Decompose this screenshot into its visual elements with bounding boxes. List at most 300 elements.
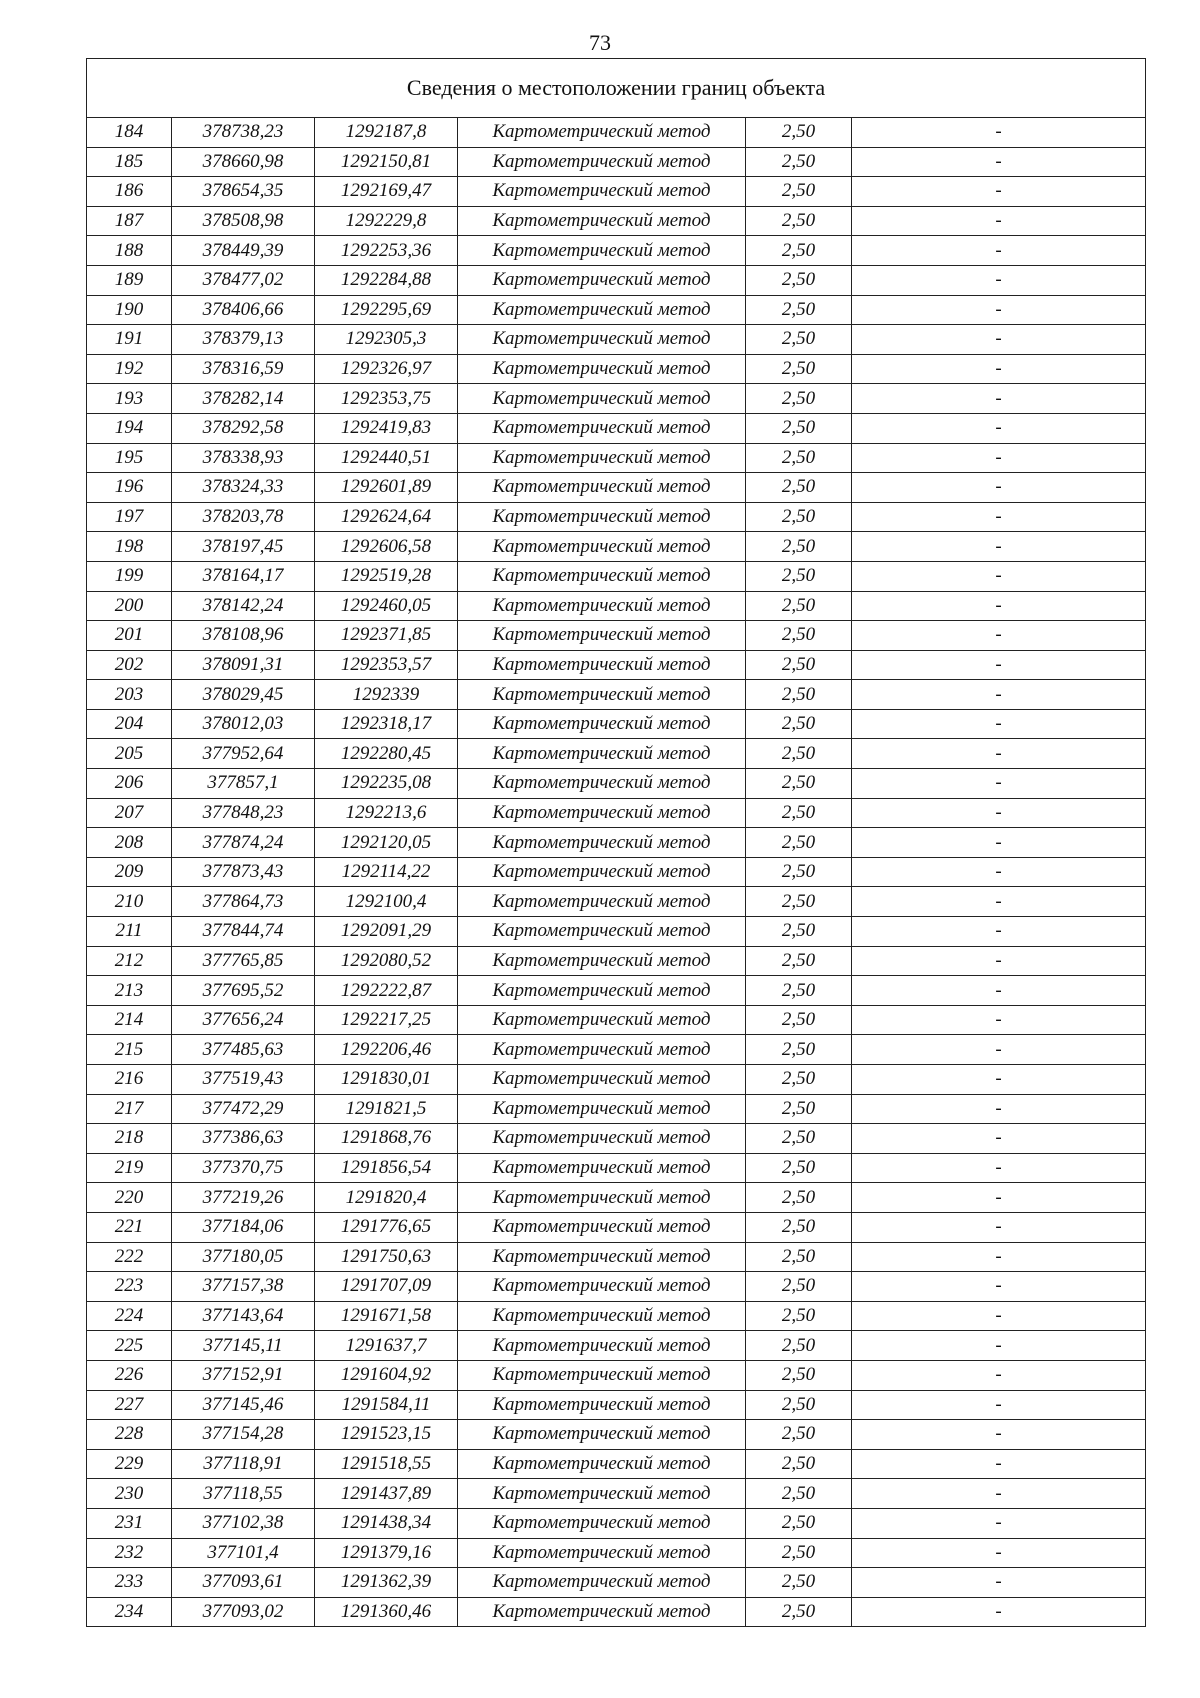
point-number-cell: 230 xyxy=(87,1479,172,1509)
y-coordinate-cell: 1291523,15 xyxy=(315,1420,458,1450)
x-coordinate-cell: 377472,29 xyxy=(172,1094,315,1124)
table-row xyxy=(87,532,1146,562)
method-cell: Картометрический метод xyxy=(458,295,746,325)
point-number-cell: 227 xyxy=(87,1390,172,1420)
method-cell: Картометрический метод xyxy=(458,561,746,591)
table-row xyxy=(87,1183,1146,1213)
y-coordinate-cell: 1291821,5 xyxy=(315,1094,458,1124)
x-coordinate-cell: 377873,43 xyxy=(172,857,315,887)
x-coordinate-cell: 378379,13 xyxy=(172,325,315,355)
method-cell: Картометрический метод xyxy=(458,1420,746,1450)
description-cell: - xyxy=(852,413,1146,443)
point-number-cell: 201 xyxy=(87,621,172,651)
point-number-cell: 203 xyxy=(87,680,172,710)
point-number-cell: 202 xyxy=(87,650,172,680)
y-coordinate-cell: 1292217,25 xyxy=(315,1005,458,1035)
accuracy-cell: 2,50 xyxy=(746,680,852,710)
method-cell: Картометрический метод xyxy=(458,325,746,355)
description-cell: - xyxy=(852,946,1146,976)
x-coordinate-cell: 377184,06 xyxy=(172,1212,315,1242)
y-coordinate-cell: 1292440,51 xyxy=(315,443,458,473)
y-coordinate-cell: 1291438,34 xyxy=(315,1508,458,1538)
accuracy-cell: 2,50 xyxy=(746,354,852,384)
method-cell: Картометрический метод xyxy=(458,1538,746,1568)
x-coordinate-cell: 377519,43 xyxy=(172,1065,315,1095)
method-cell: Картометрический метод xyxy=(458,739,746,769)
method-cell: Картометрический метод xyxy=(458,354,746,384)
y-coordinate-cell: 1292213,6 xyxy=(315,798,458,828)
method-cell: Картометрический метод xyxy=(458,1005,746,1035)
point-number-cell: 211 xyxy=(87,917,172,947)
method-cell: Картометрический метод xyxy=(458,917,746,947)
description-cell: - xyxy=(852,591,1146,621)
accuracy-cell: 2,50 xyxy=(746,1331,852,1361)
accuracy-cell: 2,50 xyxy=(746,1538,852,1568)
point-number-cell: 208 xyxy=(87,828,172,858)
method-cell: Картометрический метод xyxy=(458,946,746,976)
y-coordinate-cell: 1291856,54 xyxy=(315,1153,458,1183)
table-row xyxy=(87,1479,1146,1509)
y-coordinate-cell: 1292624,64 xyxy=(315,502,458,532)
x-coordinate-cell: 377386,63 xyxy=(172,1124,315,1154)
x-coordinate-cell: 378449,39 xyxy=(172,236,315,266)
accuracy-cell: 2,50 xyxy=(746,443,852,473)
method-cell: Картометрический метод xyxy=(458,1360,746,1390)
point-number-cell: 185 xyxy=(87,147,172,177)
x-coordinate-cell: 377874,24 xyxy=(172,828,315,858)
point-number-cell: 221 xyxy=(87,1212,172,1242)
description-cell: - xyxy=(852,473,1146,503)
description-cell: - xyxy=(852,325,1146,355)
y-coordinate-cell: 1292114,22 xyxy=(315,857,458,887)
accuracy-cell: 2,50 xyxy=(746,1212,852,1242)
description-cell: - xyxy=(852,1420,1146,1450)
table-row xyxy=(87,976,1146,1006)
x-coordinate-cell: 378282,14 xyxy=(172,384,315,414)
point-number-cell: 215 xyxy=(87,1035,172,1065)
point-number-cell: 209 xyxy=(87,857,172,887)
point-number-cell: 210 xyxy=(87,887,172,917)
accuracy-cell: 2,50 xyxy=(746,177,852,207)
x-coordinate-cell: 378091,31 xyxy=(172,650,315,680)
point-number-cell: 232 xyxy=(87,1538,172,1568)
x-coordinate-cell: 377145,46 xyxy=(172,1390,315,1420)
accuracy-cell: 2,50 xyxy=(746,1153,852,1183)
description-cell: - xyxy=(852,1242,1146,1272)
y-coordinate-cell: 1291868,76 xyxy=(315,1124,458,1154)
x-coordinate-cell: 377145,11 xyxy=(172,1331,315,1361)
point-number-cell: 193 xyxy=(87,384,172,414)
method-cell: Картометрический метод xyxy=(458,1153,746,1183)
y-coordinate-cell: 1291750,63 xyxy=(315,1242,458,1272)
point-number-cell: 195 xyxy=(87,443,172,473)
description-cell: - xyxy=(852,177,1146,207)
table-row xyxy=(87,1153,1146,1183)
table-row xyxy=(87,354,1146,384)
point-number-cell: 212 xyxy=(87,946,172,976)
point-number-cell: 205 xyxy=(87,739,172,769)
method-cell: Картометрический метод xyxy=(458,1035,746,1065)
table-row xyxy=(87,1420,1146,1450)
table-row xyxy=(87,1331,1146,1361)
table-row xyxy=(87,917,1146,947)
table-row xyxy=(87,591,1146,621)
method-cell: Картометрический метод xyxy=(458,591,746,621)
point-number-cell: 204 xyxy=(87,709,172,739)
accuracy-cell: 2,50 xyxy=(746,917,852,947)
description-cell: - xyxy=(852,354,1146,384)
accuracy-cell: 2,50 xyxy=(746,1065,852,1095)
accuracy-cell: 2,50 xyxy=(746,1449,852,1479)
description-cell: - xyxy=(852,265,1146,295)
accuracy-cell: 2,50 xyxy=(746,1035,852,1065)
y-coordinate-cell: 1292601,89 xyxy=(315,473,458,503)
method-cell: Картометрический метод xyxy=(458,1479,746,1509)
point-number-cell: 189 xyxy=(87,265,172,295)
table-row xyxy=(87,1390,1146,1420)
y-coordinate-cell: 1291707,09 xyxy=(315,1272,458,1302)
point-number-cell: 196 xyxy=(87,473,172,503)
description-cell: - xyxy=(852,1568,1146,1598)
x-coordinate-cell: 377180,05 xyxy=(172,1242,315,1272)
accuracy-cell: 2,50 xyxy=(746,1420,852,1450)
description-cell: - xyxy=(852,887,1146,917)
x-coordinate-cell: 377864,73 xyxy=(172,887,315,917)
table-row xyxy=(87,798,1146,828)
description-cell: - xyxy=(852,532,1146,562)
y-coordinate-cell: 1291637,7 xyxy=(315,1331,458,1361)
y-coordinate-cell: 1291671,58 xyxy=(315,1301,458,1331)
x-coordinate-cell: 378203,78 xyxy=(172,502,315,532)
x-coordinate-cell: 378654,35 xyxy=(172,177,315,207)
method-cell: Картометрический метод xyxy=(458,798,746,828)
x-coordinate-cell: 377152,91 xyxy=(172,1360,315,1390)
accuracy-cell: 2,50 xyxy=(746,532,852,562)
table-row xyxy=(87,206,1146,236)
table-row xyxy=(87,828,1146,858)
description-cell: - xyxy=(852,769,1146,799)
y-coordinate-cell: 1292280,45 xyxy=(315,739,458,769)
y-coordinate-cell: 1292150,81 xyxy=(315,147,458,177)
table-row xyxy=(87,1094,1146,1124)
x-coordinate-cell: 377118,55 xyxy=(172,1479,315,1509)
table-row xyxy=(87,857,1146,887)
method-cell: Картометрический метод xyxy=(458,857,746,887)
y-coordinate-cell: 1292091,29 xyxy=(315,917,458,947)
x-coordinate-cell: 377102,38 xyxy=(172,1508,315,1538)
accuracy-cell: 2,50 xyxy=(746,265,852,295)
y-coordinate-cell: 1292169,47 xyxy=(315,177,458,207)
point-number-cell: 194 xyxy=(87,413,172,443)
accuracy-cell: 2,50 xyxy=(746,561,852,591)
table-row xyxy=(87,147,1146,177)
method-cell: Картометрический метод xyxy=(458,887,746,917)
table-title: Сведения о местоположении границ объекта xyxy=(87,59,1146,118)
accuracy-cell: 2,50 xyxy=(746,1005,852,1035)
point-number-cell: 231 xyxy=(87,1508,172,1538)
table-row xyxy=(87,769,1146,799)
description-cell: - xyxy=(852,1390,1146,1420)
method-cell: Картометрический метод xyxy=(458,1065,746,1095)
accuracy-cell: 2,50 xyxy=(746,1479,852,1509)
point-number-cell: 217 xyxy=(87,1094,172,1124)
accuracy-cell: 2,50 xyxy=(746,236,852,266)
x-coordinate-cell: 377656,24 xyxy=(172,1005,315,1035)
accuracy-cell: 2,50 xyxy=(746,828,852,858)
method-cell: Картометрический метод xyxy=(458,769,746,799)
table-row xyxy=(87,1508,1146,1538)
x-coordinate-cell: 378142,24 xyxy=(172,591,315,621)
description-cell: - xyxy=(852,1272,1146,1302)
y-coordinate-cell: 1292187,8 xyxy=(315,118,458,148)
point-number-cell: 214 xyxy=(87,1005,172,1035)
point-number-cell: 197 xyxy=(87,502,172,532)
table-row xyxy=(87,621,1146,651)
point-number-cell: 187 xyxy=(87,206,172,236)
table-row xyxy=(87,1538,1146,1568)
y-coordinate-cell: 1292326,97 xyxy=(315,354,458,384)
point-number-cell: 218 xyxy=(87,1124,172,1154)
method-cell: Картометрический метод xyxy=(458,621,746,651)
accuracy-cell: 2,50 xyxy=(746,1390,852,1420)
x-coordinate-cell: 378477,02 xyxy=(172,265,315,295)
description-cell: - xyxy=(852,1124,1146,1154)
x-coordinate-cell: 377370,75 xyxy=(172,1153,315,1183)
description-cell: - xyxy=(852,621,1146,651)
description-cell: - xyxy=(852,1094,1146,1124)
accuracy-cell: 2,50 xyxy=(746,473,852,503)
table-row xyxy=(87,650,1146,680)
accuracy-cell: 2,50 xyxy=(746,413,852,443)
point-number-cell: 234 xyxy=(87,1597,172,1627)
description-cell: - xyxy=(852,917,1146,947)
table-row xyxy=(87,739,1146,769)
description-cell: - xyxy=(852,1035,1146,1065)
accuracy-cell: 2,50 xyxy=(746,1597,852,1627)
page-number: 73 xyxy=(589,30,611,55)
y-coordinate-cell: 1292100,4 xyxy=(315,887,458,917)
table-row xyxy=(87,1301,1146,1331)
point-number-cell: 192 xyxy=(87,354,172,384)
description-cell: - xyxy=(852,798,1146,828)
y-coordinate-cell: 1291518,55 xyxy=(315,1449,458,1479)
y-coordinate-cell: 1292318,17 xyxy=(315,709,458,739)
method-cell: Картометрический метод xyxy=(458,147,746,177)
accuracy-cell: 2,50 xyxy=(746,118,852,148)
y-coordinate-cell: 1292419,83 xyxy=(315,413,458,443)
description-cell: - xyxy=(852,1360,1146,1390)
description-cell: - xyxy=(852,1331,1146,1361)
description-cell: - xyxy=(852,1538,1146,1568)
method-cell: Картометрический метод xyxy=(458,976,746,1006)
y-coordinate-cell: 1291584,11 xyxy=(315,1390,458,1420)
point-number-cell: 216 xyxy=(87,1065,172,1095)
table-row xyxy=(87,1597,1146,1627)
method-cell: Картометрический метод xyxy=(458,1597,746,1627)
boundary-coordinates-table xyxy=(86,58,1146,1627)
x-coordinate-cell: 377101,4 xyxy=(172,1538,315,1568)
description-cell: - xyxy=(852,502,1146,532)
method-cell: Картометрический метод xyxy=(458,680,746,710)
method-cell: Картометрический метод xyxy=(458,1212,746,1242)
description-cell: - xyxy=(852,443,1146,473)
point-number-cell: 199 xyxy=(87,561,172,591)
accuracy-cell: 2,50 xyxy=(746,621,852,651)
point-number-cell: 207 xyxy=(87,798,172,828)
y-coordinate-cell: 1292229,8 xyxy=(315,206,458,236)
accuracy-cell: 2,50 xyxy=(746,769,852,799)
method-cell: Картометрический метод xyxy=(458,1331,746,1361)
description-cell: - xyxy=(852,236,1146,266)
method-cell: Картометрический метод xyxy=(458,1449,746,1479)
table-row xyxy=(87,1242,1146,1272)
description-cell: - xyxy=(852,680,1146,710)
point-number-cell: 223 xyxy=(87,1272,172,1302)
x-coordinate-cell: 377093,61 xyxy=(172,1568,315,1598)
table-row xyxy=(87,680,1146,710)
method-cell: Картометрический метод xyxy=(458,1242,746,1272)
description-cell: - xyxy=(852,1508,1146,1538)
table-row xyxy=(87,265,1146,295)
x-coordinate-cell: 378108,96 xyxy=(172,621,315,651)
y-coordinate-cell: 1291830,01 xyxy=(315,1065,458,1095)
table-row xyxy=(87,325,1146,355)
x-coordinate-cell: 377857,1 xyxy=(172,769,315,799)
table-row xyxy=(87,502,1146,532)
x-coordinate-cell: 377844,74 xyxy=(172,917,315,947)
point-number-cell: 206 xyxy=(87,769,172,799)
point-number-cell: 191 xyxy=(87,325,172,355)
point-number-cell: 226 xyxy=(87,1360,172,1390)
x-coordinate-cell: 377118,91 xyxy=(172,1449,315,1479)
method-cell: Картометрический метод xyxy=(458,413,746,443)
table-row xyxy=(87,561,1146,591)
x-coordinate-cell: 378324,33 xyxy=(172,473,315,503)
point-number-cell: 224 xyxy=(87,1301,172,1331)
y-coordinate-cell: 1292353,75 xyxy=(315,384,458,414)
method-cell: Картометрический метод xyxy=(458,650,746,680)
table-row xyxy=(87,384,1146,414)
y-coordinate-cell: 1291604,92 xyxy=(315,1360,458,1390)
accuracy-cell: 2,50 xyxy=(746,1568,852,1598)
y-coordinate-cell: 1292222,87 xyxy=(315,976,458,1006)
table-row xyxy=(87,177,1146,207)
point-number-cell: 219 xyxy=(87,1153,172,1183)
method-cell: Картометрический метод xyxy=(458,236,746,266)
x-coordinate-cell: 377157,38 xyxy=(172,1272,315,1302)
table-row xyxy=(87,1212,1146,1242)
description-cell: - xyxy=(852,1479,1146,1509)
accuracy-cell: 2,50 xyxy=(746,502,852,532)
table-row xyxy=(87,413,1146,443)
description-cell: - xyxy=(852,147,1146,177)
x-coordinate-cell: 377695,52 xyxy=(172,976,315,1006)
method-cell: Картометрический метод xyxy=(458,1272,746,1302)
accuracy-cell: 2,50 xyxy=(746,946,852,976)
x-coordinate-cell: 378406,66 xyxy=(172,295,315,325)
description-cell: - xyxy=(852,976,1146,1006)
accuracy-cell: 2,50 xyxy=(746,206,852,236)
x-coordinate-cell: 377485,63 xyxy=(172,1035,315,1065)
y-coordinate-cell: 1291437,89 xyxy=(315,1479,458,1509)
method-cell: Картометрический метод xyxy=(458,443,746,473)
method-cell: Картометрический метод xyxy=(458,177,746,207)
description-cell: - xyxy=(852,709,1146,739)
point-number-cell: 188 xyxy=(87,236,172,266)
table-row xyxy=(87,1272,1146,1302)
x-coordinate-cell: 378029,45 xyxy=(172,680,315,710)
accuracy-cell: 2,50 xyxy=(746,739,852,769)
method-cell: Картометрический метод xyxy=(458,502,746,532)
y-coordinate-cell: 1292460,05 xyxy=(315,591,458,621)
accuracy-cell: 2,50 xyxy=(746,798,852,828)
method-cell: Картометрический метод xyxy=(458,1390,746,1420)
table-row xyxy=(87,1065,1146,1095)
table-row xyxy=(87,443,1146,473)
x-coordinate-cell: 377143,64 xyxy=(172,1301,315,1331)
accuracy-cell: 2,50 xyxy=(746,1301,852,1331)
y-coordinate-cell: 1292371,85 xyxy=(315,621,458,651)
x-coordinate-cell: 378292,58 xyxy=(172,413,315,443)
x-coordinate-cell: 378660,98 xyxy=(172,147,315,177)
accuracy-cell: 2,50 xyxy=(746,1124,852,1154)
method-cell: Картометрический метод xyxy=(458,1301,746,1331)
x-coordinate-cell: 377219,26 xyxy=(172,1183,315,1213)
point-number-cell: 220 xyxy=(87,1183,172,1213)
y-coordinate-cell: 1291360,46 xyxy=(315,1597,458,1627)
x-coordinate-cell: 378197,45 xyxy=(172,532,315,562)
description-cell: - xyxy=(852,828,1146,858)
table-row xyxy=(87,709,1146,739)
accuracy-cell: 2,50 xyxy=(746,295,852,325)
y-coordinate-cell: 1292080,52 xyxy=(315,946,458,976)
method-cell: Картометрический метод xyxy=(458,709,746,739)
method-cell: Картометрический метод xyxy=(458,532,746,562)
table-row xyxy=(87,1568,1146,1598)
description-cell: - xyxy=(852,650,1146,680)
table-row xyxy=(87,295,1146,325)
accuracy-cell: 2,50 xyxy=(746,1272,852,1302)
accuracy-cell: 2,50 xyxy=(746,591,852,621)
method-cell: Картометрический метод xyxy=(458,1183,746,1213)
y-coordinate-cell: 1292206,46 xyxy=(315,1035,458,1065)
method-cell: Картометрический метод xyxy=(458,384,746,414)
method-cell: Картометрический метод xyxy=(458,1124,746,1154)
table-title-row xyxy=(87,59,1146,118)
point-number-cell: 229 xyxy=(87,1449,172,1479)
accuracy-cell: 2,50 xyxy=(746,384,852,414)
x-coordinate-cell: 377154,28 xyxy=(172,1420,315,1450)
table-row xyxy=(87,118,1146,148)
table-row xyxy=(87,1035,1146,1065)
point-number-cell: 198 xyxy=(87,532,172,562)
accuracy-cell: 2,50 xyxy=(746,147,852,177)
y-coordinate-cell: 1291379,16 xyxy=(315,1538,458,1568)
point-number-cell: 213 xyxy=(87,976,172,1006)
accuracy-cell: 2,50 xyxy=(746,325,852,355)
point-number-cell: 186 xyxy=(87,177,172,207)
x-coordinate-cell: 377848,23 xyxy=(172,798,315,828)
description-cell: - xyxy=(852,1449,1146,1479)
y-coordinate-cell: 1291776,65 xyxy=(315,1212,458,1242)
x-coordinate-cell: 378738,23 xyxy=(172,118,315,148)
x-coordinate-cell: 377952,64 xyxy=(172,739,315,769)
y-coordinate-cell: 1292120,05 xyxy=(315,828,458,858)
x-coordinate-cell: 378316,59 xyxy=(172,354,315,384)
y-coordinate-cell: 1292235,08 xyxy=(315,769,458,799)
y-coordinate-cell: 1291820,4 xyxy=(315,1183,458,1213)
x-coordinate-cell: 378012,03 xyxy=(172,709,315,739)
